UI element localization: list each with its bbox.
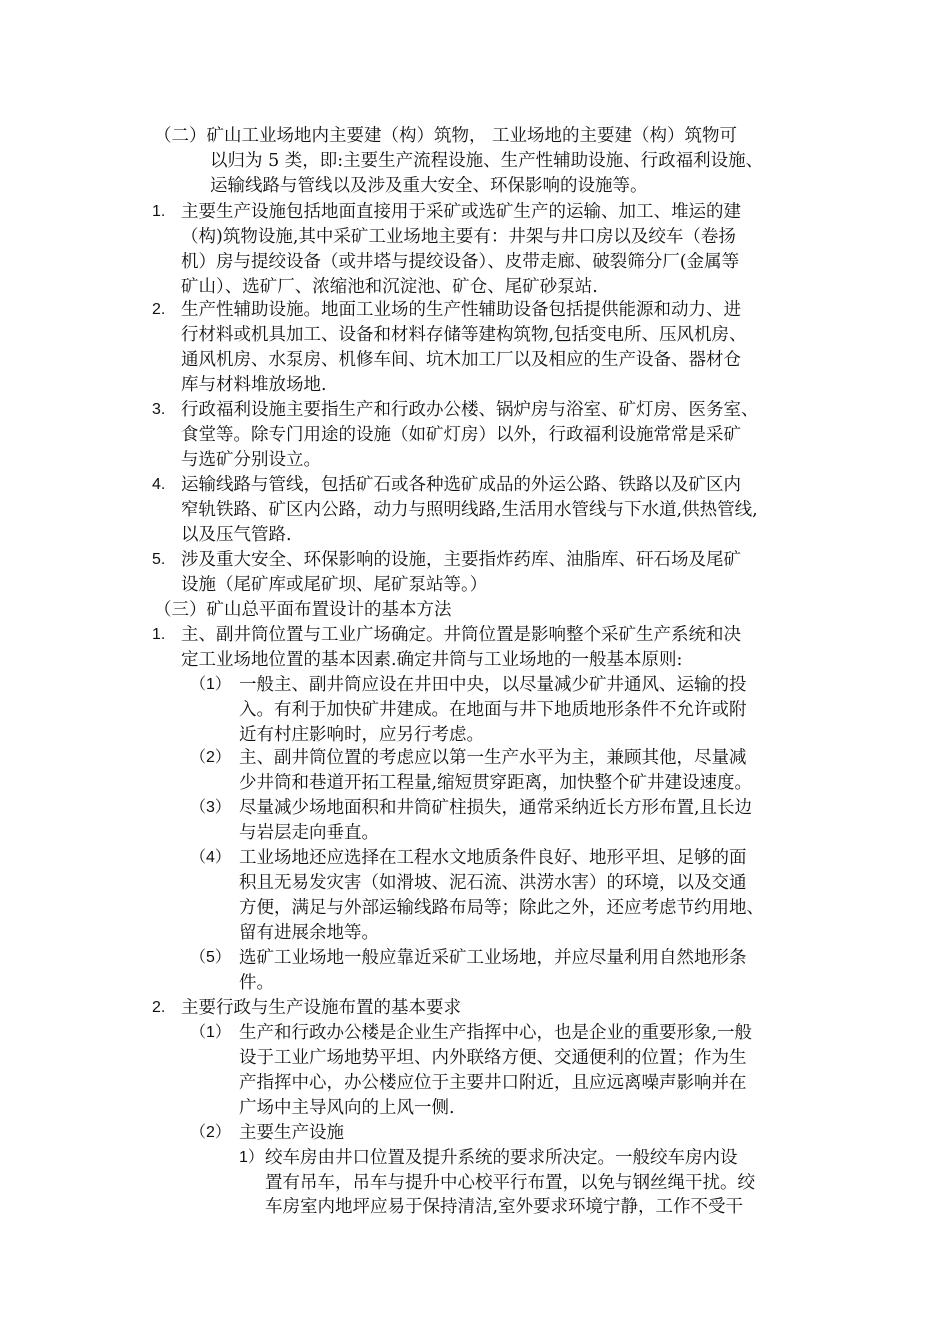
sub-list-marker: （4） [190,849,231,866]
line-text: 通风机房、水泵房、机修车间、坑木加工厂以及相应的生产设备、器材仓 [181,350,741,370]
list-marker: 3. [152,401,166,418]
list-marker: 1. [152,203,166,220]
sub-list-marker: （5） [190,949,231,966]
line-text: 件。 [239,973,274,993]
line-text: 广场中主导风向的上风一侧. [239,1098,455,1118]
line-text: 运输线路与管线，包括矿石或各种选矿成品的外运公路、铁路以及矿区内 [181,475,741,495]
line-text: （构)筑物设施,其中采矿工业场地主要有：井架与井口房以及绞车（卷扬 [181,227,736,247]
line-text: 少井筒和巷道开拓工程量,缩短贯穿距离，加快整个矿井建设速度。 [239,773,753,793]
line-text: 涉及重大安全、环保影响的设施，主要指炸药库、油脂库、矸石场及尾矿 [181,550,741,570]
sub-list-marker: （1） [190,676,231,693]
line-text: 食堂等。除专门用途的设施（如矿灯房）以外，行政福利设施常常是采矿 [181,425,741,445]
sub-list-marker: （2） [190,1124,231,1141]
line-text: 库与材料堆放场地. [181,375,327,395]
line-text: 生产性辅助设施。地面工业场的生产性辅助设备包括提供能源和动力、进 [181,300,741,320]
line-text: 一般主、副井筒应设在井田中央，以尽量减少矿井通风、运输的投 [239,675,747,695]
sub-sub-list-marker: 1） [239,1149,264,1166]
heading-text: （二）矿山工业场地内主要建（构）筑物， 工业场地的主要建（构）筑物可 [154,126,738,146]
line-text: 定工业场地位置的基本因素.确定井筒与工业场地的一般基本原则: [181,650,683,670]
list-marker: 1. [152,626,166,643]
line-text: 绞车房由井口位置及提升系统的要求所决定。一般绞车房内设 [265,1148,738,1168]
line-text: 主要行政与生产设施布置的基本要求 [181,998,461,1018]
line-text: 主要生产设施包括地面直接用于采矿或选矿生产的运输、加工、堆运的建 [181,202,741,222]
sub-list-marker: （2） [190,749,231,766]
line-text: 主、副井筒位置与工业广场确定。井筒位置是影响整个采矿生产系统和决 [181,625,741,645]
line-text: 窄轨铁路、矿区内公路，动力与照明线路,生活用水管线与下水道,供热管线, [181,500,758,520]
line-text: 与选矿分别设立。 [181,450,321,470]
line-text: 积且无易发灾害（如滑坡、泥石流、洪涝水害）的环境，以及交通 [239,873,747,893]
line-text: 运输线路与管线以及涉及重大安全、环保影响的设施等。 [210,176,648,196]
line-text: 以归为 5 类，即:主要生产流程设施、生产性辅助设施、行政福利设施、 [210,151,764,171]
line-text: 生产和行政办公楼是企业生产指挥中心，也是企业的重要形象,一般 [239,1023,753,1043]
line-text: 工业场地还应选择在工程水文地质条件良好、地形平坦、足够的面 [239,848,747,868]
line-text: 行政福利设施主要指生产和行政办公楼、锅炉房与浴室、矿灯房、医务室、 [181,400,759,420]
sub-list-marker: （3） [190,799,231,816]
line-text: 近有村庄影响时，应另行考虑。 [239,725,484,745]
line-text: 设施（尾矿库或尾矿坝、尾矿泵站等。） [181,575,488,595]
list-marker: 5. [152,551,166,568]
line-text: 车房室内地坪应易于保持清洁,室外要求环境宁静，工作不受干 [265,1197,744,1217]
line-text: 选矿工业场地一般应靠近采矿工业场地，并应尽量利用自然地形条 [239,948,747,968]
line-text: 主、副井筒位置的考虑应以第一生产水平为主，兼顾其他，尽量减 [239,748,747,768]
line-text: 行材料或机具加工、设备和材料存储等建构筑物,包括变电所、压风机房、 [181,325,747,345]
line-text: 产指挥中心，办公楼应位于主要井口附近，且应远离噪声影响并在 [239,1073,747,1093]
line-text: 留有进展余地等。 [239,923,379,943]
list-marker: 2. [152,999,166,1016]
line-text: 与岩层走向垂直。 [239,823,379,843]
line-text: 尽量减少场地面积和井筒矿柱损失，通常采纳近长方形布置,且长边 [239,798,753,818]
list-marker: 4. [152,476,166,493]
sub-list-marker: （1） [190,1024,231,1041]
line-text: 方便，满足与外部运输线路布局等；除此之外，还应考虑节约用地、 [239,898,764,918]
heading-text: （三）矿山总平面布置设计的基本方法 [154,600,452,620]
line-text: 机）房与提绞设备（或井塔与提绞设备）、皮带走廊、破裂筛分厂(金属等 [181,252,740,272]
line-text: 主要生产设施 [239,1123,344,1143]
line-text: 设于工业广场地势平坦、内外联络方便、交通便利的位置；作为生 [239,1048,747,1068]
list-marker: 2. [152,301,166,318]
line-text: 以及压气管路. [181,525,292,545]
line-text: 置有吊车，吊车与提升中心校平行布置，以免与钢丝绳干扰。绞 [265,1173,755,1193]
line-text: 入。有利于加快矿井建成。在地面与井下地质地形条件不允许或附 [239,700,747,720]
line-text: 矿山）、选矿厂、浓缩池和沉淀池、矿仓、尾矿砂泵站. [181,277,598,297]
